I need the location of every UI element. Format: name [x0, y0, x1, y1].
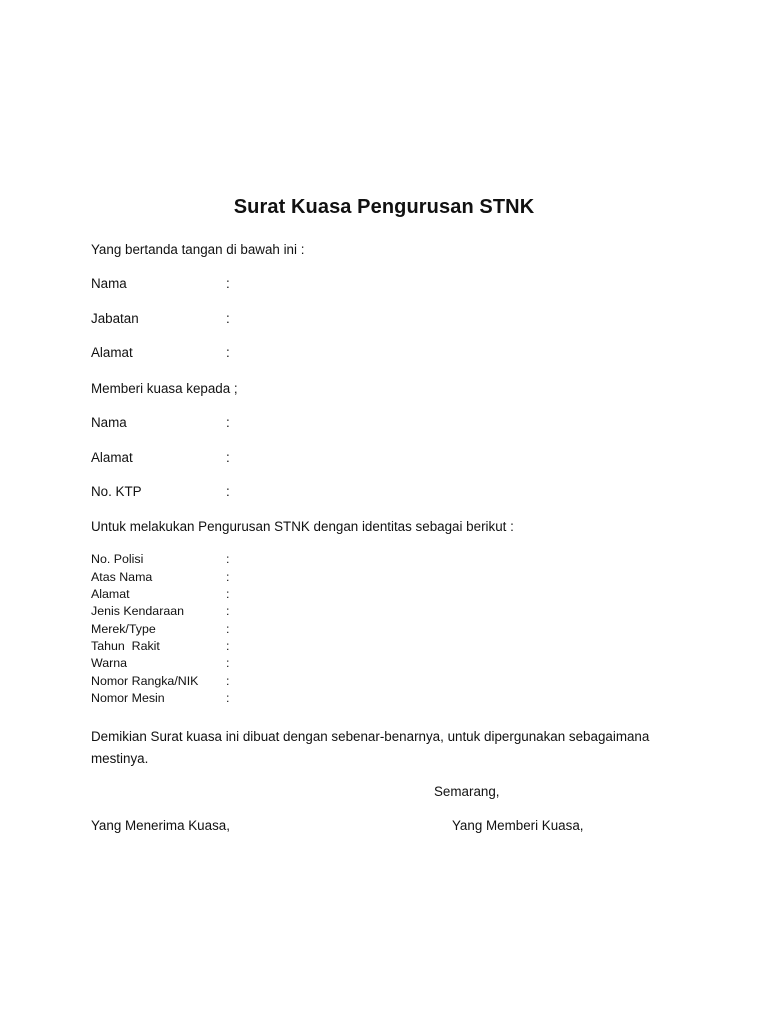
field-label: Alamat: [91, 450, 133, 465]
field-colon: :: [226, 622, 230, 636]
stnk-intro-text: Untuk melakukan Pengurusan STNK dengan identitas sebagai berikut :: [91, 519, 514, 534]
field-colon: :: [226, 450, 230, 465]
field-colon: :: [226, 656, 230, 670]
field-colon: :: [226, 587, 230, 601]
field-colon: :: [226, 415, 230, 430]
kuasa-intro-text: Memberi kuasa kepada ;: [91, 381, 238, 396]
document-title: Surat Kuasa Pengurusan STNK: [233, 196, 535, 218]
field-label: Nama: [91, 415, 127, 430]
field-colon: :: [226, 674, 230, 688]
closing-paragraph: Demikian Surat kuasa ini dibuat dengan sebenar-benarnya, untuk dipergunakan sebagaimana mestinya.: [91, 729, 650, 766]
field-label: Nama: [91, 276, 127, 291]
field-label: Tahun Rakit: [91, 639, 160, 653]
field-label: Alamat: [91, 345, 133, 360]
place-text: Semarang,: [434, 784, 500, 799]
field-label: No. Polisi: [91, 552, 144, 566]
field-colon: :: [226, 691, 230, 705]
field-colon: :: [226, 311, 230, 326]
signature-recipient-label: Yang Menerima Kuasa,: [91, 818, 230, 833]
field-colon: :: [226, 552, 230, 566]
field-label: Nomor Mesin: [91, 691, 165, 705]
field-label: Warna: [91, 656, 128, 670]
field-colon: :: [226, 484, 230, 499]
field-label: No. KTP: [91, 484, 142, 499]
field-label: Alamat: [91, 587, 130, 601]
field-colon: :: [226, 570, 230, 584]
field-label: Merek/Type: [91, 622, 156, 636]
field-colon: :: [226, 345, 230, 360]
field-label: Atas Nama: [91, 570, 153, 584]
intro-text: Yang bertanda tangan di bawah ini :: [91, 242, 305, 257]
field-label: Jenis Kendaraan: [91, 604, 184, 618]
signature-grantor-label: Yang Memberi Kuasa,: [452, 818, 584, 833]
field-label: Jabatan: [91, 311, 139, 326]
field-colon: :: [226, 276, 230, 291]
field-colon: :: [226, 604, 230, 618]
field-label: Nomor Rangka/NIK: [91, 674, 199, 688]
field-colon: :: [226, 639, 230, 653]
